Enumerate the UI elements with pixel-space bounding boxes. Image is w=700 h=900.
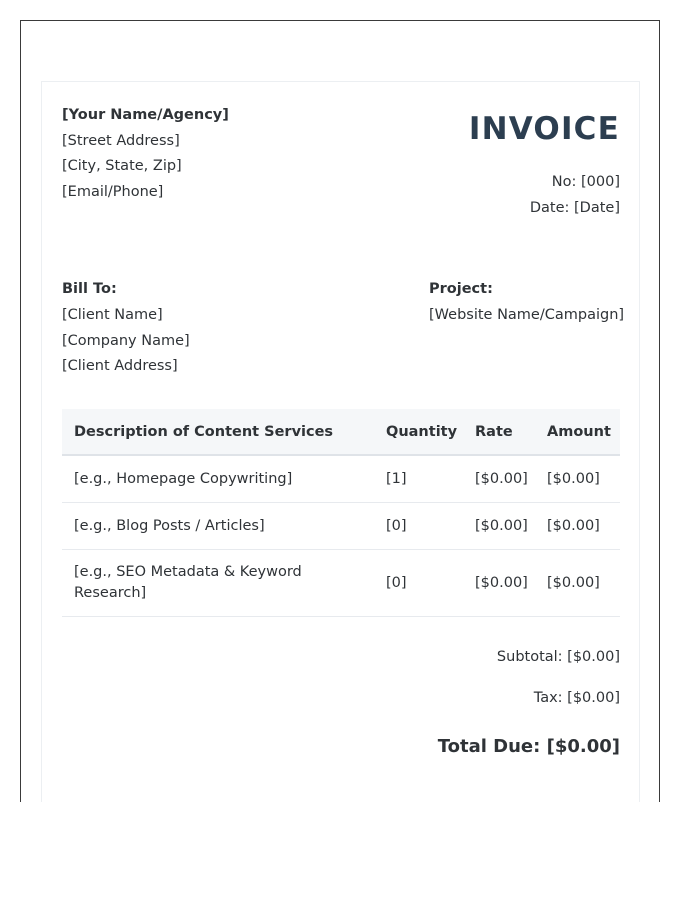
table-row [62,455,620,503]
row-quantity: [0] [374,550,463,617]
row-quantity: [1] [374,455,463,503]
row-rate: [$0.00] [463,455,535,503]
row-quantity: [0] [374,503,463,550]
table-row [62,503,620,550]
project-label: Project: [429,281,493,297]
services-table [62,409,620,617]
invoice-date: Date: [Date] [529,200,620,216]
row-description: [e.g., Blog Posts / Articles] [62,503,374,550]
table-row [62,550,620,617]
row-amount: [$0.00] [535,550,620,617]
sender-city: [City, State, Zip] [62,158,182,174]
total-due: Total Due: [$0.00] [437,736,620,757]
column-header-description: Description of Content Services [62,409,374,455]
subtotal: Subtotal: [$0.00] [496,649,620,665]
client-name: [Client Name] [62,307,163,323]
row-description: [e.g., SEO Metadata & Keyword Research] [62,550,374,617]
sender-street: [Street Address] [62,133,180,149]
invoice-title: INVOICE [468,111,620,147]
table-header-row [62,409,620,455]
row-amount: [$0.00] [535,503,620,550]
project-name: [Website Name/Campaign] [429,307,625,323]
row-rate: [$0.00] [463,550,535,617]
row-amount: [$0.00] [535,455,620,503]
bill-to-label: Bill To: [62,281,117,297]
invoice-number: No: [000] [551,174,620,190]
sender-contact: [Email/Phone] [62,184,164,200]
column-header-rate: Rate [463,409,535,455]
sender-name: [Your Name/Agency] [62,107,229,123]
company-name: [Company Name] [62,333,190,349]
column-header-quantity: Quantity [374,409,463,455]
tax: Tax: [$0.00] [533,690,620,706]
row-rate: [$0.00] [463,503,535,550]
client-address: [Client Address] [62,358,178,374]
column-header-amount: Amount [535,409,620,455]
row-description: [e.g., Homepage Copywriting] [62,455,374,503]
